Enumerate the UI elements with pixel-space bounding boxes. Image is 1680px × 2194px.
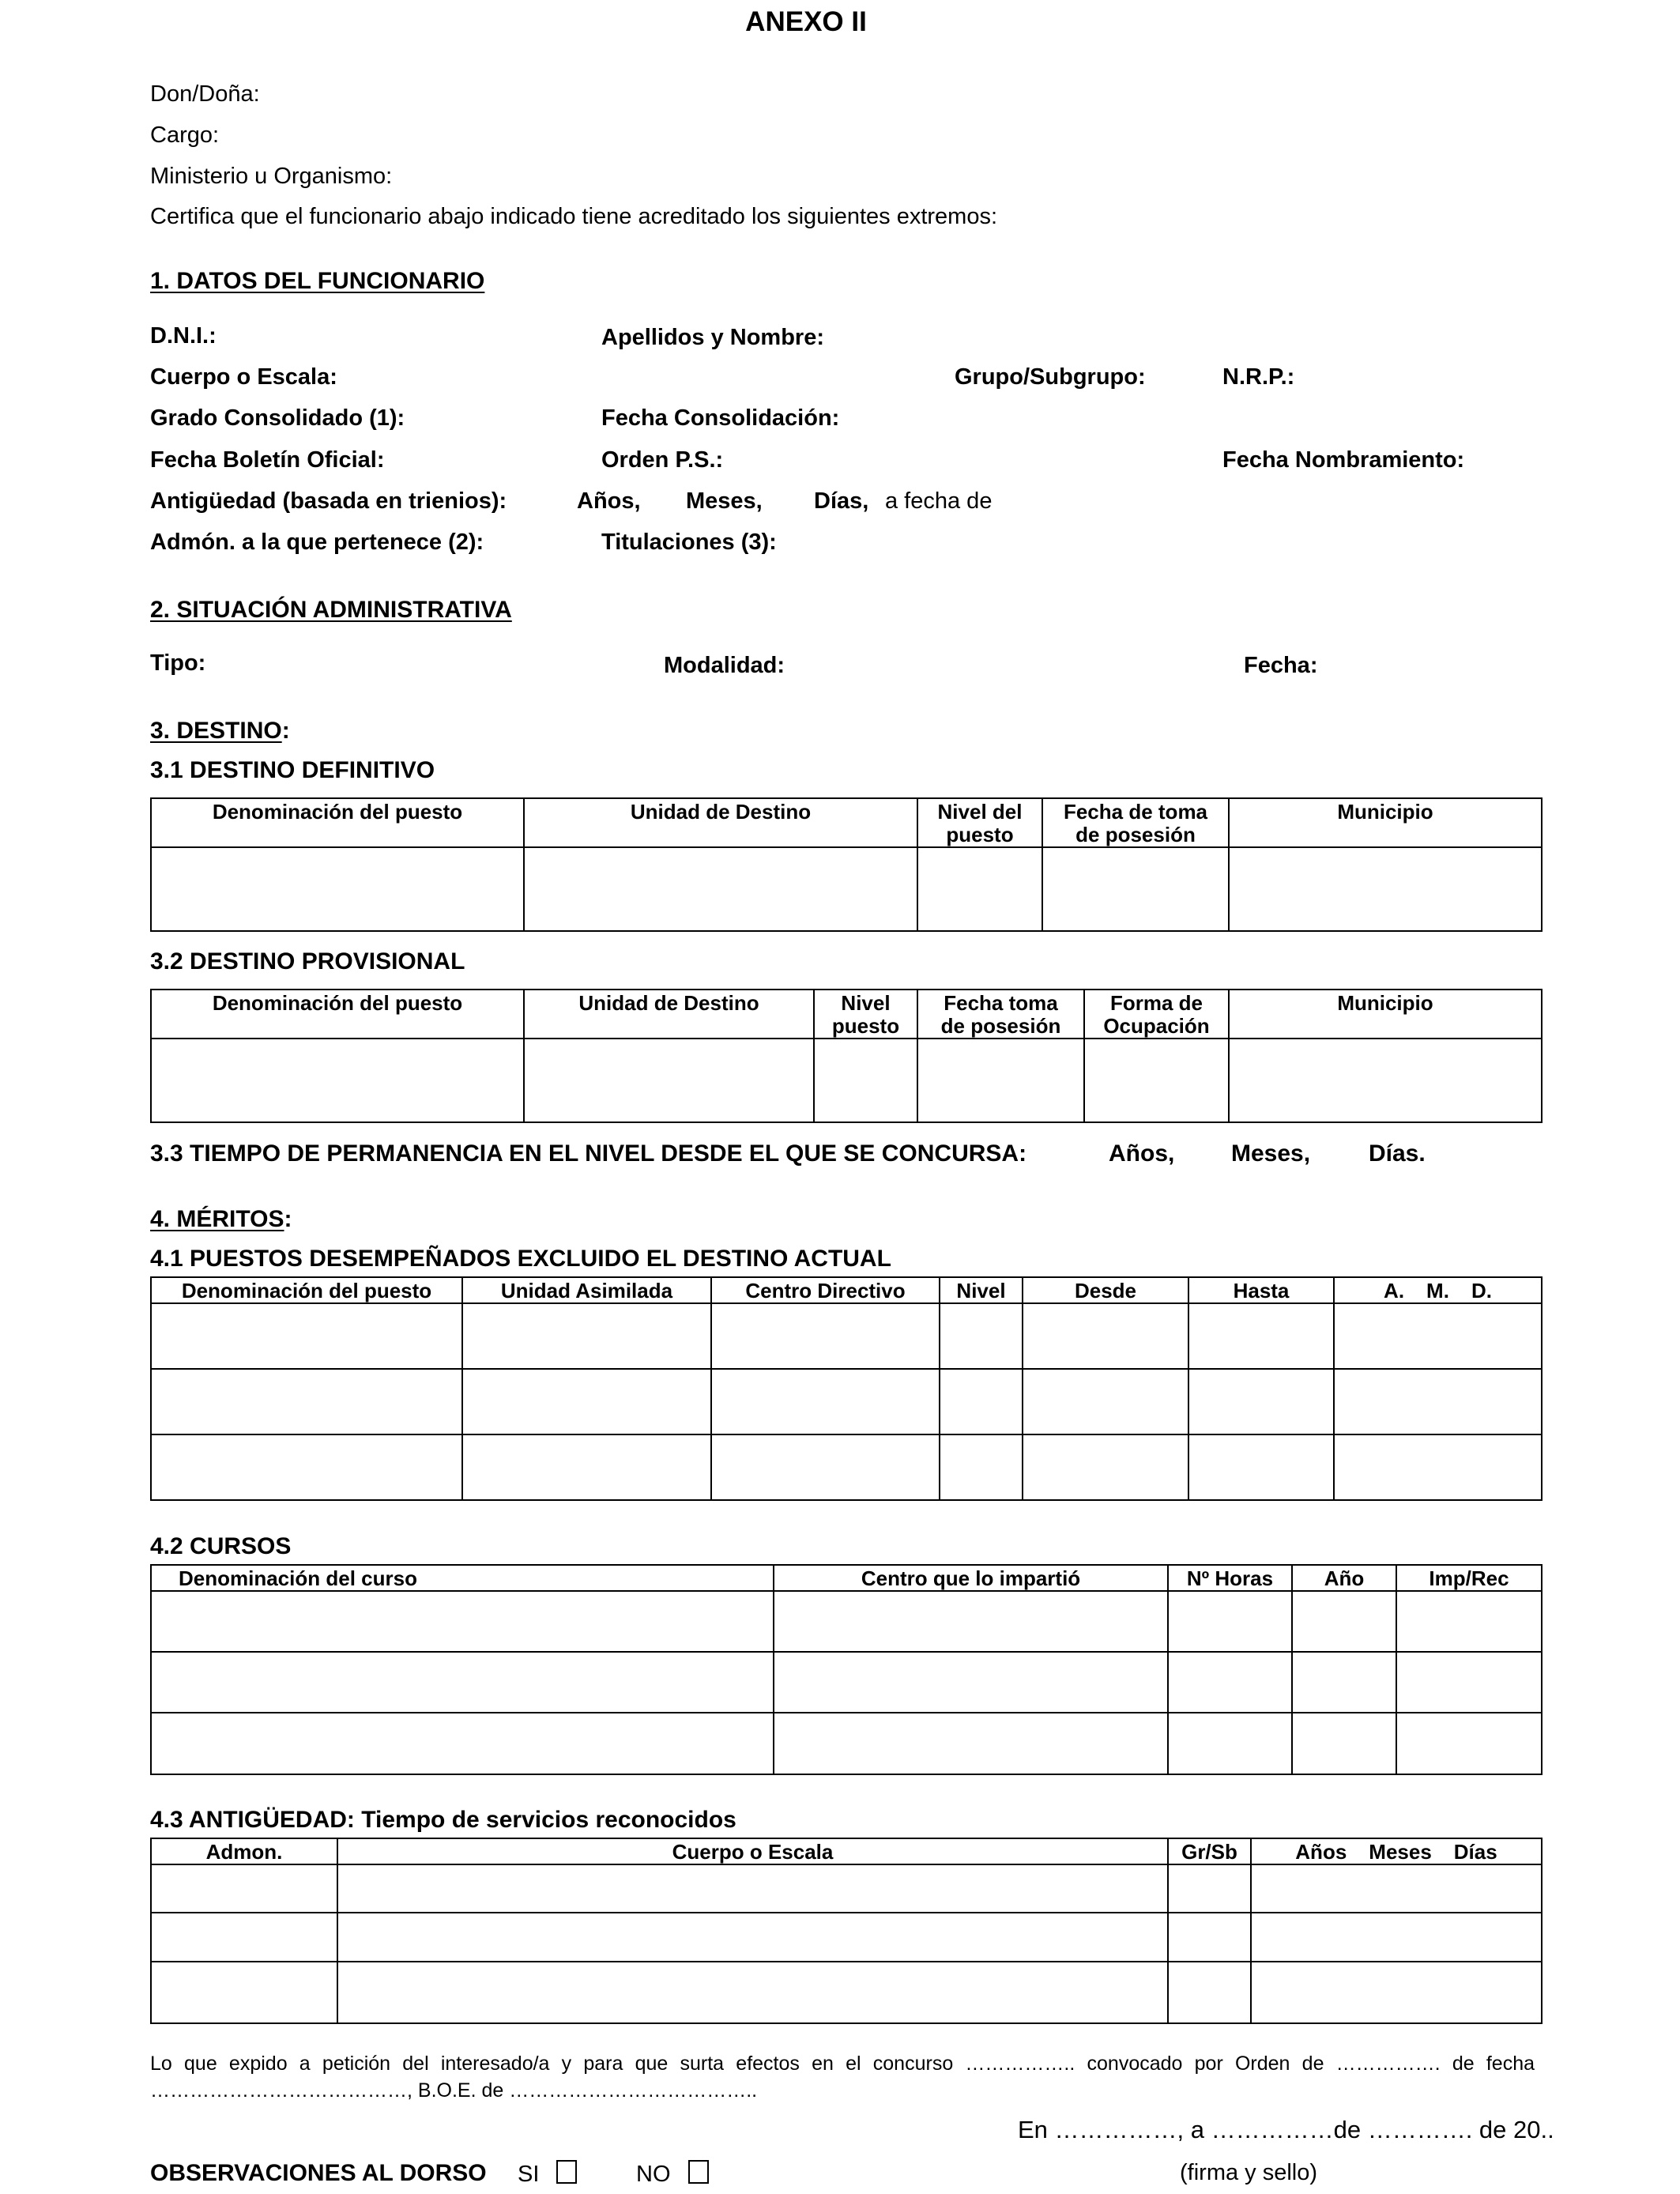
- cell-input[interactable]: [774, 1652, 1168, 1713]
- firma-label: (firma y sello): [1180, 2160, 1318, 2185]
- dias-label: Días,: [814, 488, 869, 514]
- cell-input[interactable]: [151, 1303, 462, 1369]
- col-imp-rec: Imp/Rec: [1396, 1565, 1542, 1591]
- col-unidad-asimilada: Unidad Asimilada: [462, 1277, 711, 1303]
- col-denominacion-curso: Denominación del curso: [151, 1565, 774, 1591]
- cell-input[interactable]: [151, 1369, 462, 1434]
- cell-input[interactable]: [1396, 1591, 1542, 1652]
- certification-paragraph: Lo que expido a petición del interesado/a y para que surta efectos en el concurso …………….. convocado por Orden de ……………. de fecha …………………………………, B.O.E. de ………………………………..: [150, 2053, 1535, 2102]
- col-nivel: Nivel: [940, 1277, 1023, 1303]
- cell-input[interactable]: [337, 1864, 1168, 1913]
- col-denominacion: Denominación del puesto: [151, 1277, 462, 1303]
- fecha-label: Fecha:: [1244, 653, 1318, 678]
- col-cuerpo: Cuerpo o Escala: [337, 1838, 1168, 1864]
- cell-input[interactable]: [151, 1913, 337, 1962]
- cell-input[interactable]: [1042, 847, 1229, 931]
- place-date-line: En ……………, a ……………de …………. de 20..: [1018, 2116, 1554, 2143]
- col-admon: Admon.: [151, 1838, 337, 1864]
- page-title: ANEXO II: [745, 6, 867, 37]
- meses-label: Meses,: [686, 488, 763, 514]
- apellidos-label: Apellidos y Nombre:: [601, 325, 824, 350]
- section-4-title: 4. MÉRITOS: [150, 1206, 284, 1232]
- cell-input[interactable]: [1396, 1713, 1542, 1774]
- cell-input[interactable]: [151, 847, 524, 931]
- cell-input[interactable]: [151, 1652, 774, 1713]
- grado-label: Grado Consolidado (1):: [150, 405, 405, 431]
- cell-input[interactable]: [1023, 1369, 1188, 1434]
- cell-input[interactable]: [940, 1434, 1023, 1500]
- cargo-label: Cargo:: [150, 123, 220, 148]
- a-fecha-label: a fecha de: [885, 488, 993, 514]
- cell-input[interactable]: [1292, 1713, 1396, 1774]
- table-row: [151, 1713, 1542, 1774]
- nrp-label: N.R.P.:: [1222, 364, 1295, 390]
- cell-input[interactable]: [1292, 1652, 1396, 1713]
- cell-input[interactable]: [1251, 1913, 1542, 1962]
- cell-input[interactable]: [524, 847, 917, 931]
- titulaciones-label: Titulaciones (3):: [601, 530, 777, 555]
- table-row: [151, 1864, 1542, 1913]
- col-ano: Año: [1292, 1565, 1396, 1591]
- section-3-1-heading: 3.1 DESTINO DEFINITIVO: [150, 757, 435, 783]
- cell-input[interactable]: [711, 1303, 940, 1369]
- table-row: [151, 1303, 1542, 1369]
- col-desde: Desde: [1023, 1277, 1188, 1303]
- modalidad-label: Modalidad:: [664, 653, 785, 678]
- admon-label: Admón. a la que pertenece (2):: [150, 530, 484, 555]
- section-3-title: 3. DESTINO: [150, 718, 282, 744]
- col-forma-ocupacion: Forma de Ocupación: [1084, 990, 1229, 1039]
- cell-input[interactable]: [337, 1913, 1168, 1962]
- cell-input[interactable]: [1168, 1652, 1292, 1713]
- section-3-2-heading: 3.2 DESTINO PROVISIONAL: [150, 948, 465, 974]
- cell-input[interactable]: [337, 1962, 1168, 2023]
- col-denominacion: Denominación del puesto: [151, 798, 524, 847]
- cell-input[interactable]: [917, 847, 1042, 931]
- col-horas: Nº Horas: [1168, 1565, 1292, 1591]
- table-row: [151, 1369, 1542, 1434]
- cell-input[interactable]: [1188, 1369, 1334, 1434]
- col-municipio: Municipio: [1229, 798, 1542, 847]
- fecha-consolidacion-label: Fecha Consolidación:: [601, 405, 840, 431]
- grupo-label: Grupo/Subgrupo:: [955, 364, 1146, 390]
- tipo-label: Tipo:: [150, 650, 206, 676]
- antiguedad-label: Antigüedad (basada en trienios):: [150, 488, 507, 514]
- col-unidad: Unidad de Destino: [524, 798, 917, 847]
- cell-input[interactable]: [462, 1303, 711, 1369]
- section-3-3-heading: 3.3 TIEMPO DE PERMANENCIA EN EL NIVEL DESDE EL QUE SE CONCURSA:: [150, 1140, 1027, 1167]
- observaciones-label: OBSERVACIONES AL DORSO: [150, 2160, 487, 2186]
- cell-input[interactable]: [1168, 1591, 1292, 1652]
- cell-input[interactable]: [1188, 1434, 1334, 1500]
- section-2-heading: 2. SITUACIÓN ADMINISTRATIVA: [150, 597, 512, 623]
- table-row: [151, 1652, 1542, 1713]
- table-destino-definitivo: [150, 797, 1543, 932]
- cell-input[interactable]: [462, 1369, 711, 1434]
- ministerio-label: Ministerio u Organismo:: [150, 164, 393, 189]
- cell-input[interactable]: [1168, 1913, 1251, 1962]
- cell-input[interactable]: [1168, 1713, 1292, 1774]
- col-denominacion: Denominación del puesto: [151, 990, 524, 1039]
- no-option: [636, 2160, 709, 2188]
- fecha-boletin-label: Fecha Boletín Oficial:: [150, 447, 385, 473]
- table-antiguedad: [150, 1838, 1543, 2024]
- section-4-2-heading: 4.2 CURSOS: [150, 1533, 292, 1559]
- cell-input[interactable]: [1023, 1303, 1188, 1369]
- si-label: SI: [518, 2162, 540, 2187]
- table-row: [151, 1591, 1542, 1652]
- don-label: Don/Doña:: [150, 81, 260, 107]
- section-4-3-heading: 4.3 ANTIGÜEDAD: Tiempo de servicios reconocidos: [150, 1807, 736, 1833]
- col-gr-sb: Gr/Sb: [1168, 1838, 1251, 1864]
- cell-input[interactable]: [774, 1713, 1168, 1774]
- cell-input[interactable]: [917, 1039, 1084, 1122]
- col-centro: Centro que lo impartió: [774, 1565, 1168, 1591]
- cell-input[interactable]: [1229, 1039, 1542, 1122]
- cell-input[interactable]: [151, 1434, 462, 1500]
- cell-input[interactable]: [151, 1039, 524, 1122]
- table-row: [151, 1039, 1542, 1122]
- si-option: [518, 2160, 577, 2188]
- cell-input[interactable]: [151, 1962, 337, 2023]
- table-puestos-desempenados: [150, 1276, 1543, 1501]
- s33-meses-label: Meses,: [1231, 1140, 1311, 1167]
- col-unidad: Unidad de Destino: [524, 990, 814, 1039]
- cell-input[interactable]: [151, 1864, 337, 1913]
- orden-ps-label: Orden P.S.:: [601, 447, 724, 473]
- table-cursos: [150, 1564, 1543, 1775]
- cell-input[interactable]: [940, 1369, 1023, 1434]
- section-4-1-heading: 4.1 PUESTOS DESEMPEÑADOS EXCLUIDO EL DESTINO ACTUAL: [150, 1246, 891, 1272]
- cell-input[interactable]: [1251, 1864, 1542, 1913]
- cell-input[interactable]: [1334, 1303, 1542, 1369]
- col-anos-meses-dias: Años Meses Días: [1251, 1838, 1542, 1864]
- dni-label: D.N.I.:: [150, 323, 217, 349]
- cell-input[interactable]: [1229, 847, 1542, 931]
- cell-input[interactable]: [151, 1591, 774, 1652]
- cell-input[interactable]: [524, 1039, 814, 1122]
- col-nivel: Nivel puesto: [814, 990, 917, 1039]
- cell-input[interactable]: [711, 1369, 940, 1434]
- fecha-nombramiento-label: Fecha Nombramiento:: [1222, 447, 1465, 473]
- table-row: [151, 1962, 1542, 2023]
- cell-input[interactable]: [1334, 1434, 1542, 1500]
- table-destino-provisional: [150, 989, 1543, 1123]
- table-row: [151, 1913, 1542, 1962]
- col-amd: A. M. D.: [1334, 1277, 1542, 1303]
- s33-anos-label: Años,: [1109, 1140, 1175, 1167]
- col-fecha-toma: Fecha toma de posesión: [917, 990, 1084, 1039]
- col-nivel: Nivel del puesto: [917, 798, 1042, 847]
- s33-dias-label: Días.: [1369, 1140, 1426, 1167]
- section-4-colon: :: [284, 1206, 292, 1232]
- cell-input[interactable]: [151, 1713, 774, 1774]
- section-3-heading: [150, 718, 290, 745]
- cuerpo-label: Cuerpo o Escala:: [150, 364, 337, 390]
- cell-input[interactable]: [1168, 1962, 1251, 2023]
- cell-input[interactable]: [462, 1434, 711, 1500]
- section-3-colon: :: [281, 718, 290, 744]
- col-centro-directivo: Centro Directivo: [711, 1277, 940, 1303]
- cell-input[interactable]: [1251, 1962, 1542, 2023]
- col-hasta: Hasta: [1188, 1277, 1334, 1303]
- table-row: [151, 1434, 1542, 1500]
- cell-input[interactable]: [774, 1591, 1168, 1652]
- no-label: NO: [636, 2162, 671, 2187]
- cell-input[interactable]: [814, 1039, 917, 1122]
- col-municipio: Municipio: [1229, 990, 1542, 1039]
- cell-input[interactable]: [1188, 1303, 1334, 1369]
- cell-input[interactable]: [940, 1303, 1023, 1369]
- cell-input[interactable]: [1168, 1864, 1251, 1913]
- cell-input[interactable]: [1292, 1591, 1396, 1652]
- certifica-text: Certifica que el funcionario abajo indicado tiene acreditado los siguientes extremos:: [150, 204, 998, 229]
- si-checkbox[interactable]: [556, 2160, 577, 2184]
- section-4-heading: [150, 1206, 292, 1233]
- cell-input[interactable]: [711, 1434, 940, 1500]
- anos-label: Años,: [577, 488, 641, 514]
- cell-input[interactable]: [1084, 1039, 1229, 1122]
- no-checkbox[interactable]: [688, 2160, 709, 2184]
- cell-input[interactable]: [1334, 1369, 1542, 1434]
- section-1-heading: 1. DATOS DEL FUNCIONARIO: [150, 268, 485, 294]
- cell-input[interactable]: [1396, 1652, 1542, 1713]
- table-row: [151, 847, 1542, 931]
- col-fecha-toma: Fecha de toma de posesión: [1042, 798, 1229, 847]
- cell-input[interactable]: [1023, 1434, 1188, 1500]
